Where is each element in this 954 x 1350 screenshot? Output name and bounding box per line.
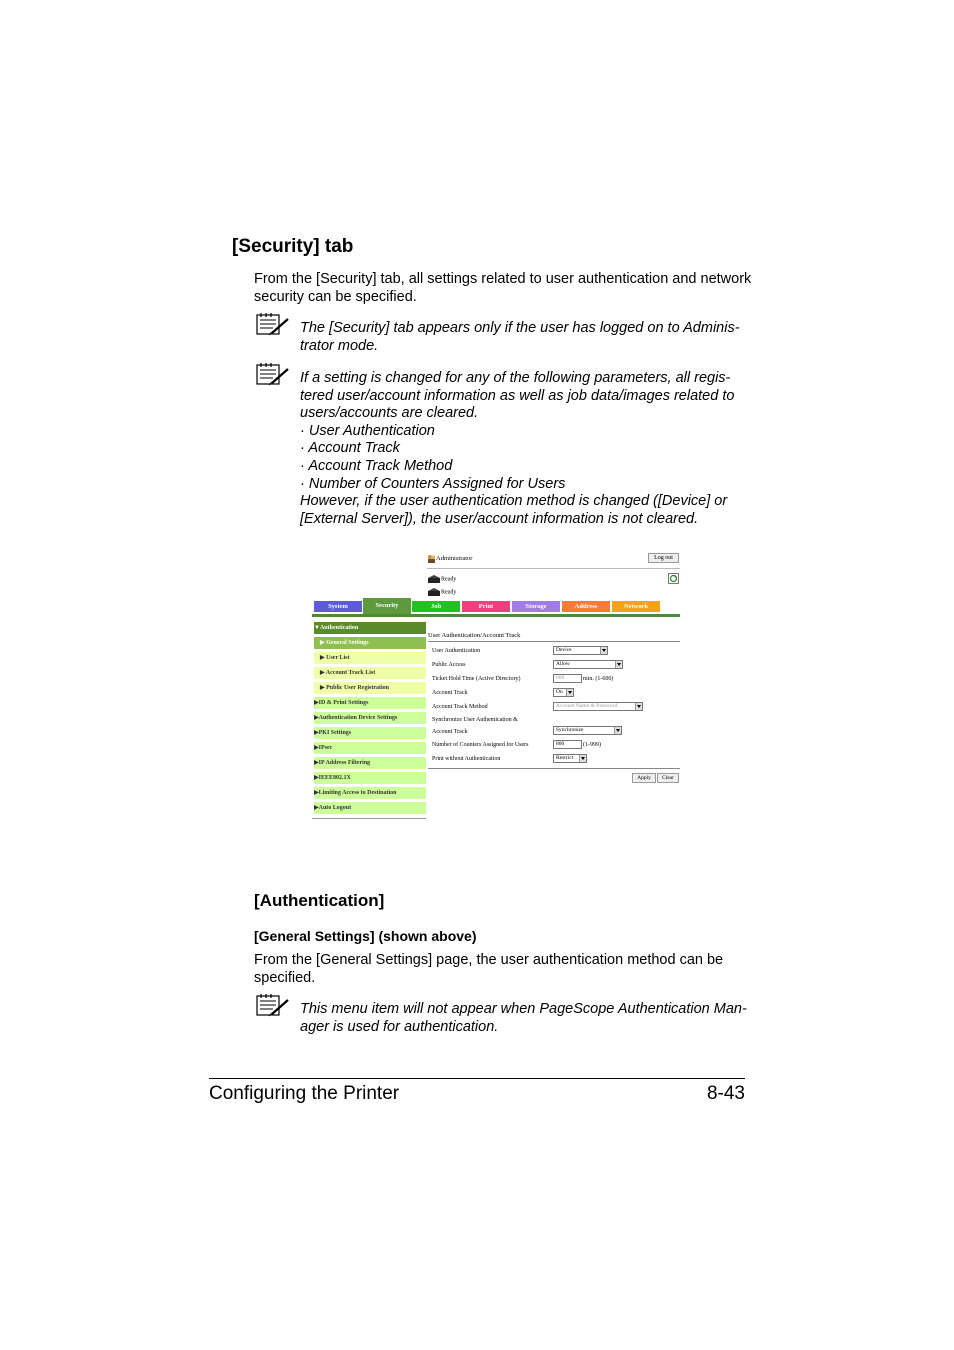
status-text: Ready <box>441 589 457 596</box>
printer-icon <box>427 587 441 597</box>
tab-storage[interactable]: Storage <box>512 601 560 612</box>
intro-line: From the [Security] tab, all settings related to user authentication and network <box>254 271 752 287</box>
menu-general-settings[interactable]: ▶ General Settings <box>314 637 426 649</box>
security-tab-screenshot <box>312 552 680 822</box>
user-auth-select[interactable] <box>553 646 608 655</box>
list-item: · User Authentication <box>300 422 435 439</box>
user-icon <box>427 554 436 563</box>
note-line: If a setting is changed for any of the following parameters, all regis- <box>300 370 731 386</box>
menu-public-user-registration[interactable]: ▶ Public User Registration <box>314 682 426 694</box>
menu-auto-logout[interactable]: ▶Auto Logout <box>314 802 426 814</box>
user-auth-label: User Authentication <box>432 648 481 654</box>
menu-ip-address-filtering[interactable]: ▶IP Address Filtering <box>314 757 426 769</box>
paragraph-line: specified. <box>254 970 316 986</box>
chevron-down-icon <box>579 755 586 762</box>
note-line: trator mode. <box>300 337 379 354</box>
account-track-method-select[interactable] <box>553 702 643 711</box>
sync-label: Account Track <box>432 729 468 735</box>
counters-label: Number of Counters Assigned for Users <box>432 742 529 748</box>
account-track-method-label: Account Track Method <box>432 704 488 710</box>
list-item: · Account Track <box>300 440 400 457</box>
clear-button[interactable]: Clear <box>657 773 679 783</box>
apply-button[interactable]: Apply <box>632 773 656 783</box>
chevron-down-icon <box>615 661 622 668</box>
menu-authentication[interactable]: ▼Authentication <box>314 622 426 634</box>
note-icon <box>256 363 290 387</box>
note-2 <box>300 370 734 528</box>
divider <box>428 641 680 642</box>
menu-ipsec[interactable]: ▶IPsec <box>314 742 426 754</box>
paragraph-line: From the [General Settings] page, the user authentication method can be <box>254 952 724 968</box>
note-line: This menu item will not appear when PageScope Authentication Man- <box>300 1001 747 1017</box>
menu-account-track-list[interactable]: ▶ Account Track List <box>314 667 426 679</box>
note-line: tered user/account information as well as job data/images related to <box>300 387 735 404</box>
intro-paragraph <box>254 270 751 306</box>
note-icon <box>256 313 290 337</box>
menu-pki-settings[interactable]: ▶PKI Settings <box>314 727 426 739</box>
tab-security[interactable]: Security <box>363 598 411 614</box>
divider <box>427 568 680 569</box>
general-settings-paragraph <box>254 951 723 987</box>
counters-input[interactable]: 800 <box>553 740 582 749</box>
select-value: Device <box>556 647 572 653</box>
status-text: Ready <box>441 576 457 583</box>
account-track-label: Account Track <box>432 690 468 696</box>
tab-address[interactable]: Address <box>562 601 610 612</box>
select-value: Account Name & Password <box>556 703 618 709</box>
page-number: 8-43 <box>706 1083 745 1104</box>
list-item: · Account Track Method <box>300 457 453 474</box>
note-line: ager is used for authentication. <box>300 1018 499 1035</box>
section-heading: [Security] tab <box>232 236 354 257</box>
tab-underline <box>312 614 680 617</box>
menu-limiting-access[interactable]: ▶Limiting Access to Destination <box>314 787 426 799</box>
printer-status <box>427 574 456 586</box>
note-1 <box>300 320 740 355</box>
menu-user-list[interactable]: ▶ User List <box>314 652 426 664</box>
tab-job[interactable]: Job <box>412 601 460 612</box>
menu-ieee8021x[interactable]: ▶IEEE802.1X <box>314 772 426 784</box>
tab-network[interactable]: Network <box>612 601 660 612</box>
footer-rule <box>209 1078 745 1079</box>
chevron-down-icon <box>635 703 642 710</box>
select-value: Allow <box>556 661 570 667</box>
public-access-label: Public Access <box>432 662 466 668</box>
counters-unit: (1-999) <box>583 742 601 748</box>
form-title: User Authentication/Account Track <box>428 632 521 639</box>
ticket-hold-label: Ticket Hold Time (Active Directory) <box>432 676 521 682</box>
note-line: The [Security] tab appears only if the user has logged on to Adminis- <box>300 320 740 336</box>
refresh-icon[interactable] <box>668 573 679 584</box>
print-without-auth-select[interactable] <box>553 754 587 763</box>
note-line: users/accounts are cleared. <box>300 405 479 422</box>
footer-chapter: Configuring the Printer <box>209 1083 400 1104</box>
side-menu <box>312 620 428 820</box>
general-settings-heading: [General Settings] (shown above) <box>254 928 477 944</box>
menu-authentication-device-settings[interactable]: ▶Authentication Device Settings <box>314 712 426 724</box>
ticket-hold-input[interactable]: 600 <box>553 674 582 683</box>
sync-select[interactable] <box>553 726 622 735</box>
chevron-down-icon <box>600 647 607 654</box>
note-line: However, if the user authentication method is changed ([Device] or <box>300 493 728 510</box>
select-value: Restrict <box>556 755 574 761</box>
print-without-auth-label: Print without Authentication <box>432 756 501 762</box>
tab-bar <box>312 600 680 614</box>
sync-label: Synchronize User Authentication & <box>432 717 518 723</box>
tab-system[interactable]: System <box>314 601 362 612</box>
select-value: Synchronize <box>556 727 584 733</box>
note-icon <box>256 994 290 1018</box>
user-name: Administrator <box>436 554 473 562</box>
divider <box>312 818 426 819</box>
chevron-down-icon <box>566 689 573 696</box>
scanner-status <box>427 587 456 599</box>
note-line: [External Server]), the user/account information is not cleared. <box>300 510 699 527</box>
list-item: · Number of Counters Assigned for Users <box>300 475 566 492</box>
divider <box>428 768 680 769</box>
authentication-heading: [Authentication] <box>254 891 385 910</box>
printer-icon <box>427 574 441 584</box>
tab-print[interactable]: Print <box>462 601 510 612</box>
chevron-down-icon <box>614 727 621 734</box>
logout-button[interactable]: Log out <box>648 553 679 563</box>
select-value: On <box>556 689 563 695</box>
intro-line: security can be specified. <box>254 289 417 305</box>
account-track-select[interactable] <box>553 688 574 697</box>
user-indicator <box>427 554 472 566</box>
ticket-hold-unit: min. (1-600) <box>583 676 614 682</box>
menu-id-print-settings[interactable]: ▶ID & Print Settings <box>314 697 426 709</box>
note-3 <box>300 1001 747 1036</box>
public-access-select[interactable] <box>553 660 623 669</box>
